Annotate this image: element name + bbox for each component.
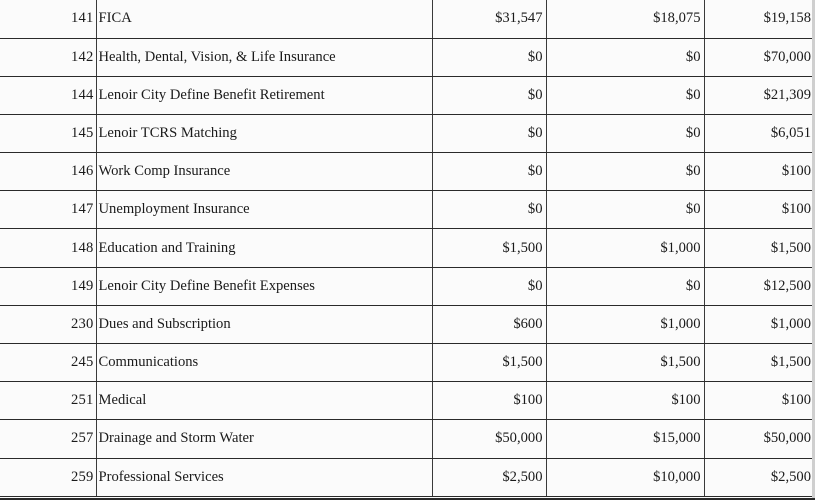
amount-cell-2: $1,000 [546,305,704,343]
table-row [0,382,815,420]
table-row [0,38,815,76]
amount-cell-3: $70,000 [704,38,815,76]
account-code-cell: 141 [0,0,96,38]
amount-cell-2: $0 [546,191,704,229]
description-cell: Work Comp Insurance [96,153,432,191]
description-cell: FICA [96,0,432,38]
amount-cell-1: $0 [432,38,546,76]
amount-cell-1: $600 [432,305,546,343]
description-cell: Health, Dental, Vision, & Life Insurance [96,38,432,76]
table-row [0,420,815,458]
table-row [0,305,815,343]
account-code-cell: 259 [0,458,96,496]
amount-cell-1: $0 [432,76,546,114]
table-row [0,114,815,152]
amount-cell-1: $1,500 [432,229,546,267]
amount-cell-3: $6,051 [704,114,815,152]
description-cell: Medical [96,382,432,420]
amount-cell-1: $100 [432,382,546,420]
amount-cell-2: $18,075 [546,0,704,38]
table-row [0,229,815,267]
amount-cell-3: $100 [704,191,815,229]
account-code-cell: 245 [0,344,96,382]
account-code-cell: 148 [0,229,96,267]
description-cell: Education and Training [96,229,432,267]
amount-cell-2: $1,500 [546,344,704,382]
table-row [0,191,815,229]
amount-cell-2: $0 [546,38,704,76]
amount-cell-1: $0 [432,191,546,229]
account-code-cell: 147 [0,191,96,229]
amount-cell-1: $2,500 [432,458,546,496]
amount-cell-2: $10,000 [546,458,704,496]
amount-cell-1: $50,000 [432,420,546,458]
amount-cell-1: $0 [432,153,546,191]
account-code-cell: 251 [0,382,96,420]
amount-cell-1: $0 [432,114,546,152]
description-cell: Lenoir City Define Benefit Expenses [96,267,432,305]
amount-cell-3: $21,309 [704,76,815,114]
description-cell: Professional Services [96,458,432,496]
amount-cell-2: $0 [546,267,704,305]
amount-cell-3: $50,000 [704,420,815,458]
description-cell: Communications [96,344,432,382]
table-row [0,0,815,38]
amount-cell-3: $1,500 [704,344,815,382]
account-code-cell: 257 [0,420,96,458]
amount-cell-2: $1,000 [546,229,704,267]
amount-cell-1: $31,547 [432,0,546,38]
description-cell: Lenoir TCRS Matching [96,114,432,152]
table-row [0,344,815,382]
amount-cell-3: $1,500 [704,229,815,267]
account-code-cell: 145 [0,114,96,152]
description-cell: Drainage and Storm Water [96,420,432,458]
amount-cell-3: $12,500 [704,267,815,305]
amount-cell-2: $15,000 [546,420,704,458]
amount-cell-2: $0 [546,114,704,152]
description-cell: Unemployment Insurance [96,191,432,229]
amount-cell-3: $19,158 [704,0,815,38]
amount-cell-3: $1,000 [704,305,815,343]
account-code-cell: 142 [0,38,96,76]
amount-cell-3: $100 [704,153,815,191]
table-row [0,153,815,191]
account-code-cell: 146 [0,153,96,191]
description-cell: Lenoir City Define Benefit Retirement [96,76,432,114]
amount-cell-2: $0 [546,76,704,114]
amount-cell-1: $1,500 [432,344,546,382]
amount-cell-3: $2,500 [704,458,815,496]
table-row [0,458,815,496]
table-row [0,267,815,305]
amount-cell-2: $100 [546,382,704,420]
amount-cell-1: $0 [432,267,546,305]
amount-cell-2: $0 [546,153,704,191]
account-code-cell: 149 [0,267,96,305]
amount-cell-3: $100 [704,382,815,420]
account-code-cell: 230 [0,305,96,343]
account-code-cell: 144 [0,76,96,114]
table-row [0,76,815,114]
description-cell: Dues and Subscription [96,305,432,343]
